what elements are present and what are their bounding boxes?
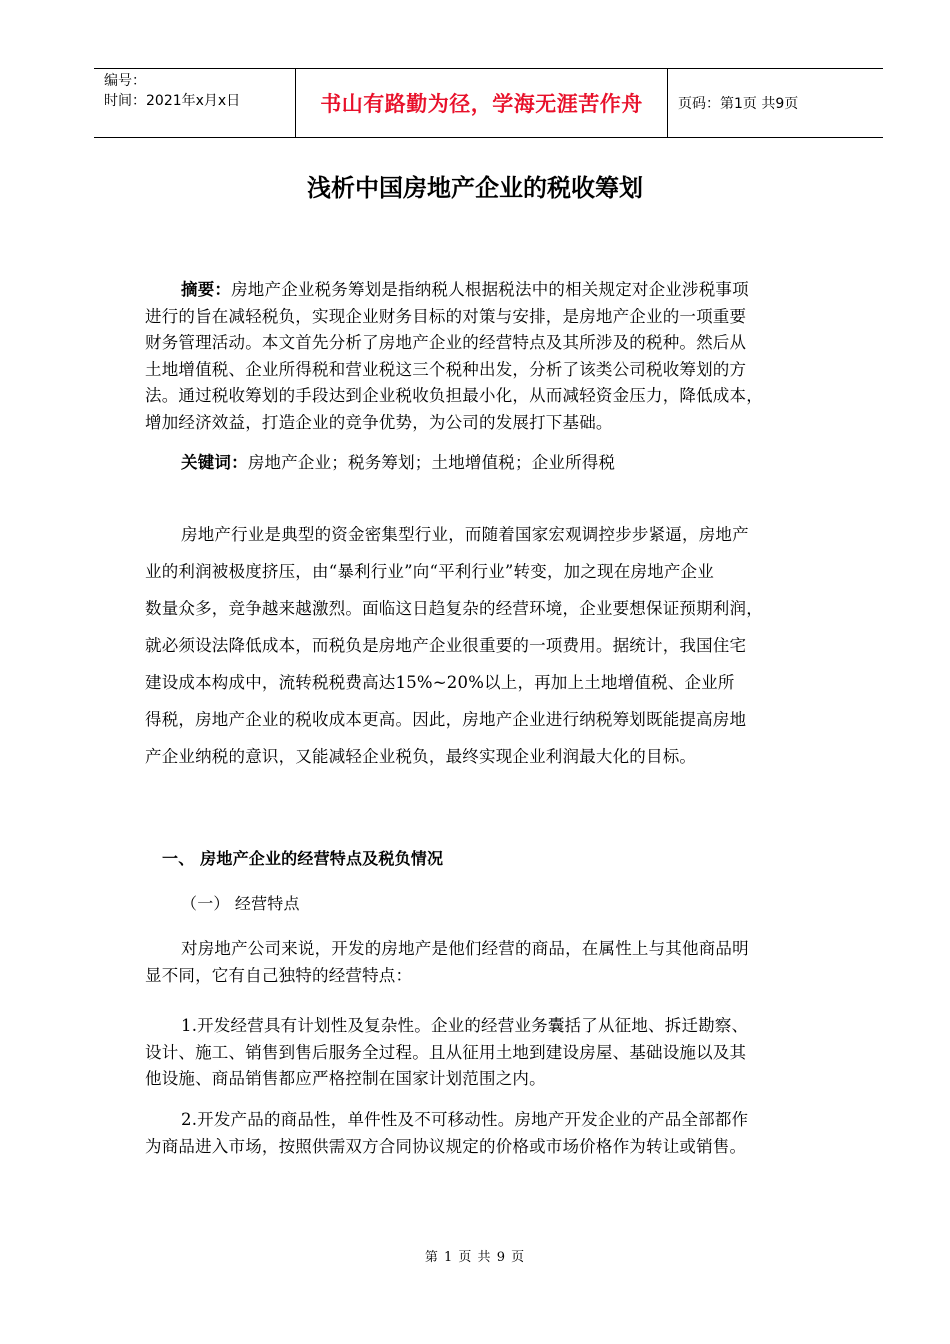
intro-line: 业的利润被极度挤压，由“暴利行业”向“平利行业”转变，加之现在房地产企业 (145, 562, 714, 581)
document-title: 浅析中国房地产企业的税收筹划 (307, 174, 643, 202)
motto: 书山有路勤为径，学海无涯苦作舟 (320, 92, 643, 116)
intro-line: 建设成本构成中，流转税税费高达15%~20%以上，再加上土地增值税、企业所 (145, 673, 735, 692)
list-item-line: 他设施、商品销售都应严格控制在国家计划范围之内。 (145, 1069, 546, 1088)
header-page-cell (668, 69, 883, 137)
page-footer: 第 1 页 共 9 页 (424, 1250, 526, 1265)
time-label: 时间：2021年x月x日 (104, 93, 241, 109)
abstract-line: 摘要：房地产企业税务筹划是指纳税人根据税法中的相关规定对企业涉税事项 (181, 280, 749, 299)
list-item-line: 1.开发经营具有计划性及复杂性。企业的经营业务囊括了从征地、拆迁勘察、 (181, 1016, 749, 1035)
intro-line: 房地产行业是典型的资金密集型行业，而随着国家宏观调控步步紧逼，房地产 (181, 525, 749, 544)
keywords (145, 450, 845, 477)
paragraph-line: 对房地产公司来说，开发的房地产是他们经营的商品，在属性上与其他商品明 (181, 939, 749, 958)
intro-line: 就必须设法降低成本，而税负是房地产企业很重要的一项费用。据统计，我国住宅 (145, 636, 747, 655)
intro-paragraph (145, 516, 845, 775)
abstract (145, 277, 845, 436)
header-motto-cell (295, 69, 668, 137)
intro-line: 产企业纳税的意识，又能减轻企业税负，最终实现企业利润最大化的目标。 (145, 747, 697, 766)
list-item-2 (145, 1107, 845, 1160)
list-item-line: 为商品进入市场，按照供需双方合同协议规定的价格或市场价格作为转让或销售。 (145, 1136, 747, 1156)
abstract-line: 进行的旨在减轻税负，实现企业财务目标的对策与安排，是房地产企业的一项重要 (145, 306, 747, 326)
list-item-line: 设计、施工、销售到售后服务全过程。且从征用土地到建设房屋、基础设施以及其 (145, 1042, 747, 1062)
abstract-label: 摘要： (181, 280, 232, 299)
abstract-line: 财务管理活动。本文首先分析了房地产企业的经营特点及其所涉及的税种。然后从 (145, 333, 747, 352)
abstract-line: 土地增值税、企业所得税和营业税这三个税种出发，分析了该类公司税收筹划的方 (145, 359, 747, 379)
header-meta (94, 69, 295, 137)
abstract-line: 增加经济效益，打造企业的竞争优势，为公司的发展打下基础。 (145, 412, 613, 432)
section-paragraph (145, 936, 845, 989)
keywords-text: 房地产企业；税务筹划；土地增值税；企业所得税 (247, 453, 616, 472)
intro-line: 得税，房地产企业的税收成本更高。因此，房地产企业进行纳税筹划既能提高房地 (145, 710, 747, 729)
page-label: 页码：第1页 共9页 (678, 96, 799, 112)
paragraph-line: 显不同，它有自己独特的经营特点： (145, 965, 413, 985)
header-table (94, 68, 883, 138)
section-heading: 一、 房地产企业的经营特点及税负情况 (162, 849, 444, 868)
list-item-1 (145, 1013, 845, 1093)
number-label: 编号： (104, 73, 146, 89)
keywords-label: 关键词： (181, 453, 248, 472)
intro-line: 数量众多，竞争越来越激烈。面临这日趋复杂的经营环境，企业要想保证预期利润， (145, 599, 763, 618)
list-item-line: 2.开发产品的商品性，单件性及不可移动性。房地产开发企业的产品全部都作 (181, 1110, 749, 1129)
abstract-line: 法。通过税收筹划的手段达到企业税收负担最小化，从而减轻资金压力，降低成本， (145, 386, 763, 405)
subsection-heading: （一） 经营特点 (181, 894, 300, 913)
